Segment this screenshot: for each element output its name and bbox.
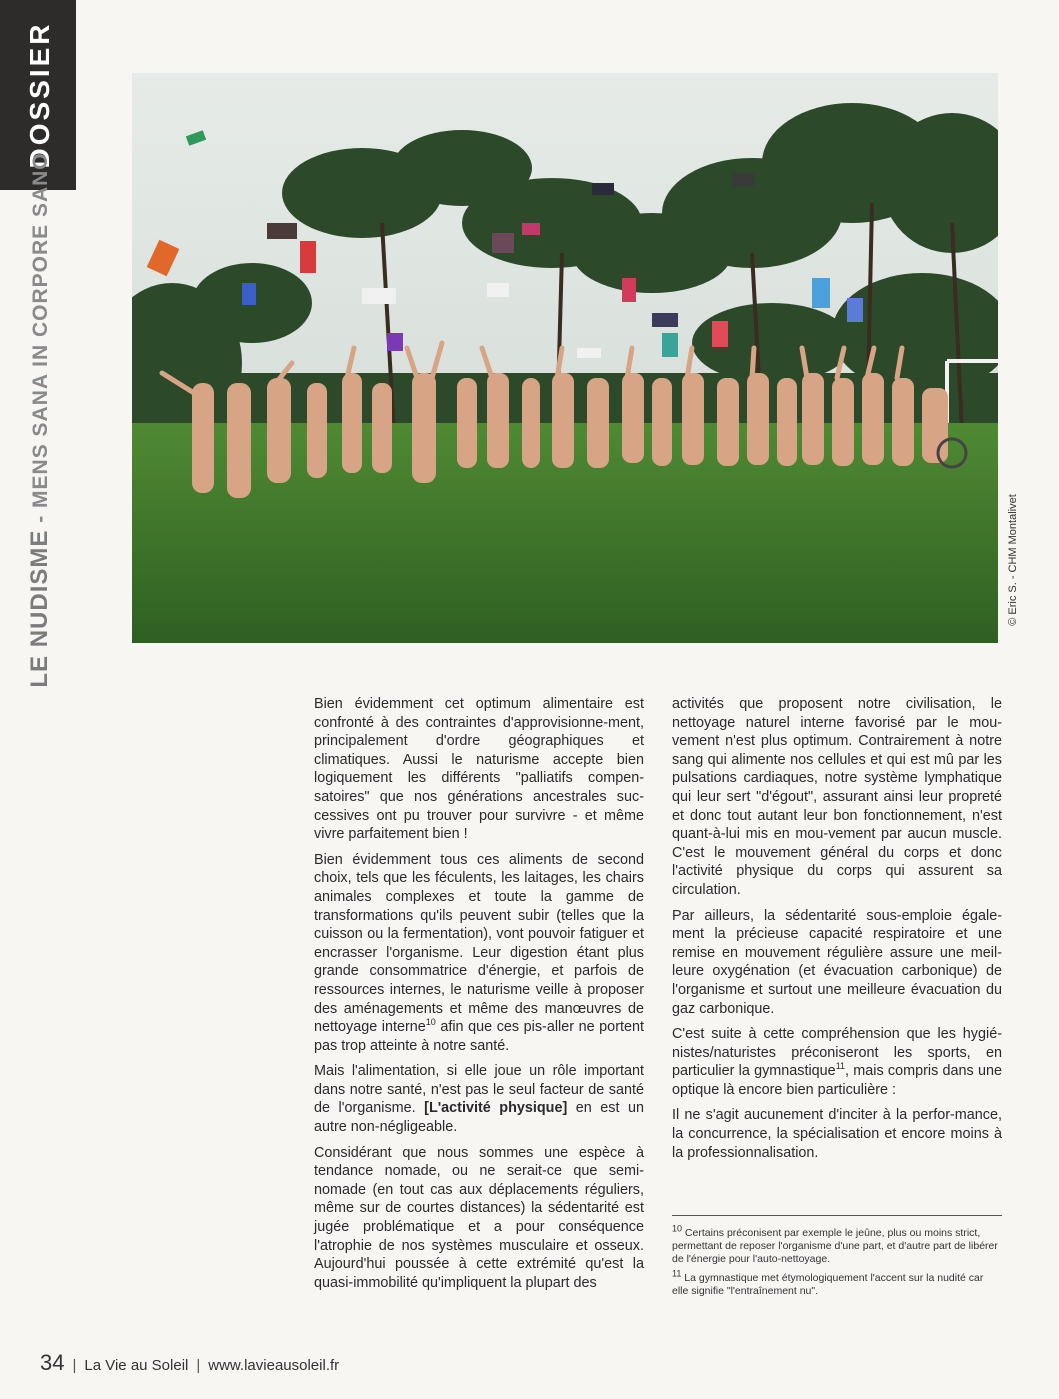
photo-credit: © Eric S. - CHM Montalivet [1007,494,1019,626]
footnote-divider [672,1215,1002,1216]
paragraph: activités que proposent notre civilisation, le nettoyage naturel interne favorisé par le mou-vement n'est plus optimum. Contrairement à notre sang qui alimente nos cellules et qui est mû par les pulsations cardiaques, notre système lymphatique qui leur sert "d'égout", assurant ainsi leur propreté et donc tout autant leur bon fonctionnement, n'est quant-à-lui mis en mou-vement par aucun muscle. C'est le mouvement général du corps et donc l'activité physique du corps qui assurent sa circulation. [672,696,1002,898]
footnote: $^{11}$ La gymnastique met étymologiquement l'accent sur la nudité car elle signifie "l'entraînement nu". [672,1268,984,1297]
vertical-article-title [26,152,54,687]
paragraph: Considérant que nous sommes une espèce à tendance nomade, ou ne serait-ce que semi-nomade (en tout cas aux déplacements réguliers, même sur de courtes distances) la sédentarité est jugée problématique et a pour conséquence l'atrophie de nos systèmes musculaire et osseux. Aujourd'hui poussée à cette extrémité qu'est la quasi-immobilité qu'impliquent la plupart des [314,1144,644,1291]
article-title-sub: MENS SANA IN CORPORE SANO [29,152,52,508]
paragraph: Mais l'alimentation, si elle joue un rôle important dans notre santé, n'est pas le seul facteur de santé de l'organisme. [L'activité physique] en est un autre non-négligeable. [314,1063,644,1136]
footnote-ref: 11 [835,1061,846,1072]
article-title-main: LE NUDISME [26,529,53,688]
photo-illustration [132,73,998,643]
paragraph: Bien évidemment cet optimum alimentaire est confronté à des contraintes d'approvisionne-ment, principalement d'ordre géographiques et climatiques. Aussi le naturisme accepte bien logiquement les différents "palliatifs compen-satoires" que nos générations ancestrales suc-cessives ont pu trouver pour survivre - et même vivre parfaitement bien ! [314,696,644,843]
text-column-right [672,695,1002,1169]
group-photo [132,73,998,643]
paragraph: Par ailleurs, la sédentarité sous-emploie égale-ment la précieuse capacité respiratoire et une remise en mouvement régulière assure une meil-leure oxygénation (et évacuation carbonique) de l'organisme et surtout une meilleure évacuation du gaz carbonique. [672,907,1002,1017]
paragraph: C'est suite à cette compréhension que les hygié-nistes/naturistes préconiseront les sports, en particulier la gymnastique$^{11}$, mais compris dans une optique là encore bien particulière : [672,1026,1002,1098]
paragraph: Il ne s'agit aucunement d'inciter à la perfor-mance, la concurrence, la spécialisation et encore moins à la professionnalisation. [672,1107,1002,1161]
paragraph: Bien évidemment tous ces aliments de second choix, tels que les féculents, les laitages, les chairs animales complexes et toute la gamme de transformations qu'ils peuvent subir (telles que la cuisson ou la fermentation), vont pouvoir fatiguer et encrasser l'organisme. Leur digestion étant plus grande consommatrice d'énergie, et parfois de ressources internes, le naturisme veille à proposer des aménagements et même des manœuvres de nettoyage interne$^{10}$ afin que ces pis-aller ne portent pas trop atteinte à notre santé. [314,851,644,1054]
page-footer: 34 | La Vie au Soleil | www.lavieausoleil.fr [40,1350,340,1375]
magazine-name: La Vie au Soleil [84,1357,189,1374]
bold-keyword: [L'activité physique] [424,1100,568,1117]
footnote: $^{10}$ Certains préconisent par exemple le jeûne, plus ou moins strict, permettant de reposer l'organisme d'une part, et d'autre part de libérer de l'énergie pour l'auto-nettoyage. [672,1223,998,1265]
footnote-ref: 10 [425,1017,436,1028]
website-link[interactable]: www.lavieausoleil.fr [208,1357,340,1374]
article-title-dash: - [29,507,52,530]
page-number: 34 [40,1350,65,1375]
section-tab-label: DOSSIER [24,21,55,169]
text-column-left [314,695,644,1299]
